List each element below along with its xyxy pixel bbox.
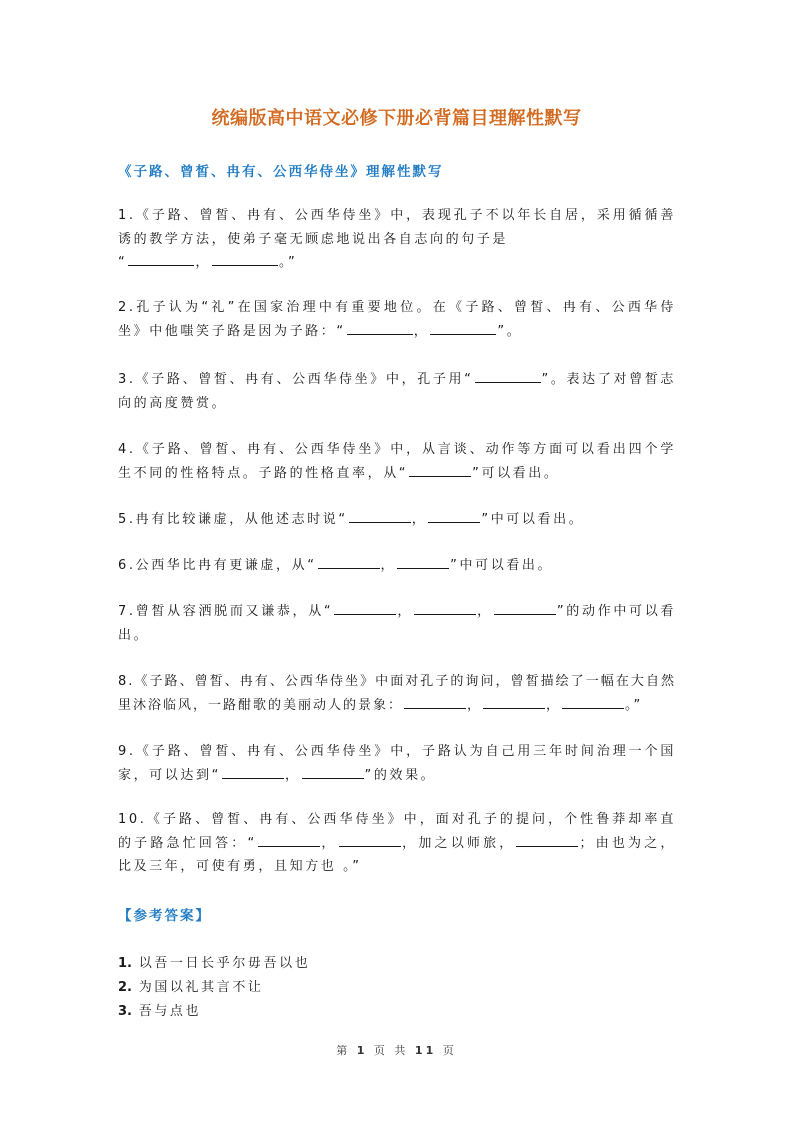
answer-blank[interactable] <box>494 601 556 615</box>
question-text: 《子路、曾皙、冉有、公西华侍坐》中，面对孔子的提问，个性鲁莽却率直的子路急忙回答：“ <box>118 812 676 851</box>
answer-blank[interactable] <box>212 252 278 266</box>
question-text: 《子路、曾皙、冉有、公西华侍坐》中，从言谈、动作等方面可以看出四个学生不同的性格特点。子路的性格直率，从“ <box>118 442 676 481</box>
answers-heading: 【参考答案】 <box>118 908 211 924</box>
total-page-count: 11 <box>414 1044 437 1057</box>
question-number: 1. <box>118 208 136 223</box>
question-number: 4. <box>118 442 136 457</box>
answer-blank[interactable] <box>397 555 449 569</box>
answer-blank[interactable] <box>430 321 496 335</box>
answer-blank[interactable] <box>258 833 320 847</box>
page-footer: 第 1 页 共 11 页 <box>336 1044 457 1057</box>
question-number: 2. <box>118 300 136 315</box>
answer-blank[interactable] <box>562 695 624 709</box>
question-text: 冉有比较谦虚，从他述志时说“ <box>135 512 348 527</box>
answer-blank[interactable] <box>516 833 578 847</box>
answer-blank[interactable] <box>475 369 541 383</box>
question-number: 8. <box>118 674 135 689</box>
question-number: 3. <box>118 372 136 387</box>
answer-blank[interactable] <box>483 695 545 709</box>
question-number: 10. <box>118 812 147 827</box>
answer-blank[interactable] <box>347 321 413 335</box>
answer-text: 以吾一日长乎尔毋吾以也 <box>138 956 311 971</box>
answer-blank[interactable] <box>334 601 396 615</box>
answer-blank[interactable] <box>302 765 364 779</box>
answer-blank[interactable] <box>222 765 284 779</box>
answer-blank[interactable] <box>128 252 194 266</box>
current-page-number: 1 <box>356 1044 368 1057</box>
answer-item <box>118 1000 310 1024</box>
answer-text: 吾与点也 <box>138 1004 202 1019</box>
question-8: 8.《子路、曾皙、冉有、公西华侍坐》中面对孔子的询问，曾皙描绘了一幅在大自然里沐浴临风，一路酣歌的美丽动人的景象： ， ， 。” <box>118 674 676 713</box>
document-title: 统编版高中语文必修下册必背篇目理解性默写 <box>211 108 582 129</box>
question-3: 3.《子路、曾皙、冉有、公西华侍坐》中，孔子用“ ”。表达了对曾皙志向的高度赞赏。 <box>118 368 676 415</box>
answer-blank[interactable] <box>339 833 401 847</box>
question-1: 1.《子路、曾皙、冉有、公西华侍坐》中，表现孔子不以年长自居，采用循循善诱的教学方法，使弟子毫无顾虑地说出各自志向的句子是 “ ， 。” <box>118 208 676 270</box>
question-4: 4.《子路、曾皙、冉有、公西华侍坐》中，从言谈、动作等方面可以看出四个学生不同的性格特点。子路的性格直率，从“ ”可以看出。 <box>118 442 676 481</box>
answer-blank[interactable] <box>318 555 380 569</box>
section-heading: 《子路、曾皙、冉有、公西华侍坐》理解性默写 <box>118 164 444 180</box>
answer-number: 1. <box>118 956 132 971</box>
answer-blank[interactable] <box>428 509 480 523</box>
question-text: 《子路、曾皙、冉有、公西华侍坐》中，表现孔子不以年长自居，采用循循善诱的教学方法，使弟子毫无顾虑地说出各自志向的句子是 <box>118 208 676 247</box>
answer-blank[interactable] <box>414 601 476 615</box>
question-10: 10.《子路、曾皙、冉有、公西华侍坐》中，面对孔子的提问，个性鲁莽却率直的子路急忙回答：“ ， ，加之以师旅， ；由也为之，比及三年，可使有勇，且知方也 。” <box>118 812 676 874</box>
question-number: 5. <box>118 512 136 527</box>
answer-text: 为国以礼其言不让 <box>138 980 264 995</box>
answer-blank[interactable] <box>409 463 471 477</box>
question-text: 《子路、曾皙、冉有、公西华侍坐》中，子路认为自己用三年时间治理一个国家，可以达到“ <box>118 744 676 783</box>
question-text: 公西华比冉有更谦虚，从“ <box>135 558 317 573</box>
question-text: 孔子认为“礼”在国家治理中有重要地位。在《子路、曾皙、冉有、公西华侍坐》中他嗤笑子路是因为子路：“ <box>118 300 676 339</box>
question-number: 9. <box>118 744 136 759</box>
answers-list <box>118 952 310 1024</box>
answer-number: 2. <box>118 980 132 995</box>
question-9: 9.《子路、曾皙、冉有、公西华侍坐》中，子路认为自己用三年时间治理一个国家，可以达到“ ， ”的效果。 <box>118 744 676 783</box>
answer-blank[interactable] <box>404 695 466 709</box>
question-text: 《子路、曾皙、冉有、公西华侍坐》中面对孔子的询问，曾皙描绘了一幅在大自然里沐浴临风，一路酣歌的美丽动人的景象： <box>118 674 676 713</box>
answer-item <box>118 976 310 1000</box>
question-text: 曾皙从容洒脱而又谦恭，从“ <box>135 604 334 619</box>
question-7: 7.曾皙从容洒脱而又谦恭，从“ ， ， ”的动作中可以看出。 <box>118 600 676 647</box>
answer-blank[interactable] <box>349 509 411 523</box>
question-number: 6. <box>118 558 136 573</box>
question-number: 7. <box>118 604 136 619</box>
question-6: 6.公西华比冉有更谦虚，从“ ， ”中可以看出。 <box>118 554 676 578</box>
question-5: 5.冉有比较谦虚，从他述志时说“ ， ”中可以看出。 <box>118 508 676 532</box>
question-2: 2.孔子认为“礼”在国家治理中有重要地位。在《子路、曾皙、冉有、公西华侍坐》中他嗤笑子路是因为子路：“ ， ”。 <box>118 300 676 339</box>
question-text: 《子路、曾皙、冉有、公西华侍坐》中，孔子用“ <box>135 372 474 387</box>
answer-item <box>118 952 310 976</box>
answer-number: 3. <box>118 1004 132 1019</box>
